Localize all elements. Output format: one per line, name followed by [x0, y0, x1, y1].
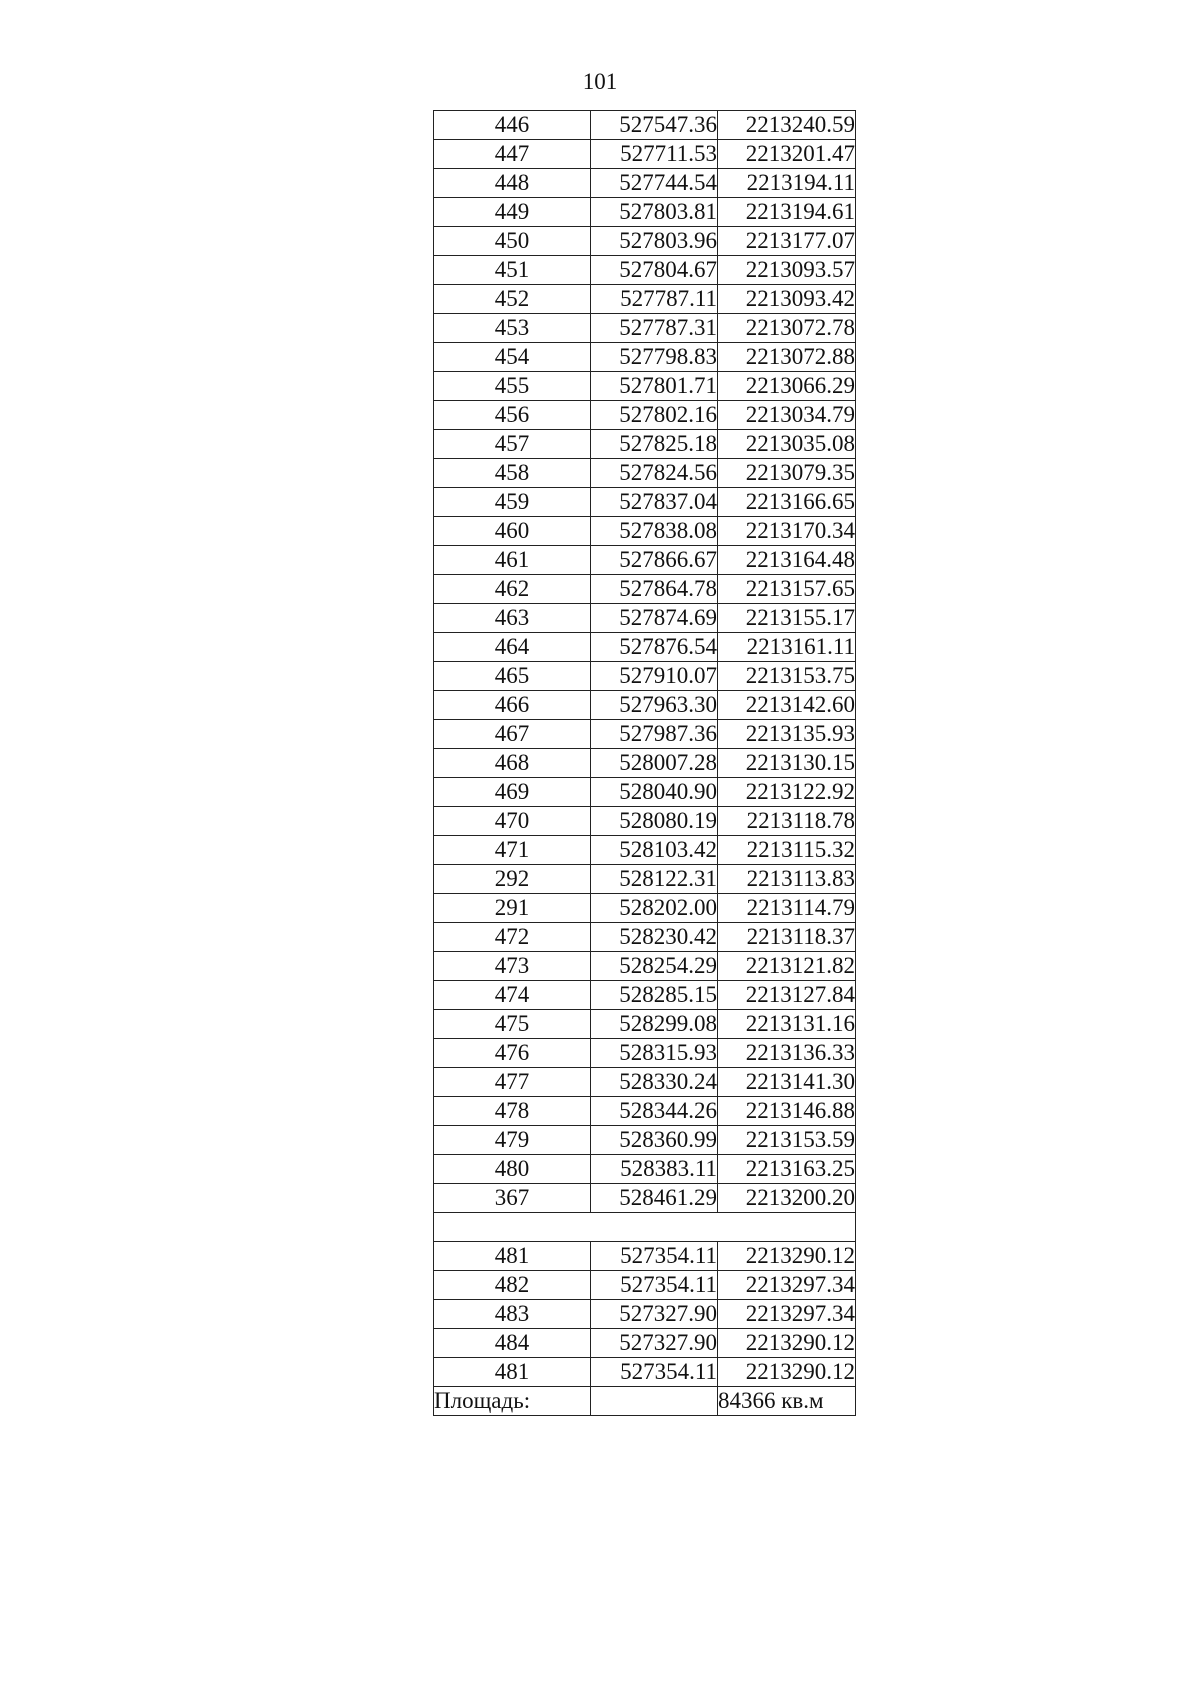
y-coordinate-cell: 2213153.59 [718, 1126, 856, 1155]
y-coordinate-cell: 2213166.65 [718, 488, 856, 517]
x-coordinate-cell: 527354.11 [591, 1271, 718, 1300]
point-number-cell: 452 [434, 285, 591, 314]
point-number-cell: 292 [434, 865, 591, 894]
point-number-cell: 454 [434, 343, 591, 372]
table-row [434, 459, 856, 488]
point-number-cell: 479 [434, 1126, 591, 1155]
table-row [434, 1010, 856, 1039]
y-coordinate-cell: 2213164.48 [718, 546, 856, 575]
point-number-cell: 480 [434, 1155, 591, 1184]
coordinates-table-body [434, 111, 856, 1416]
x-coordinate-cell: 527866.67 [591, 546, 718, 575]
point-number-cell: 291 [434, 894, 591, 923]
point-number-cell: 476 [434, 1039, 591, 1068]
y-coordinate-cell: 2213153.75 [718, 662, 856, 691]
point-number-cell: 474 [434, 981, 591, 1010]
table-row [434, 517, 856, 546]
y-coordinate-cell: 2213093.42 [718, 285, 856, 314]
table-row [434, 488, 856, 517]
table-row [434, 1184, 856, 1213]
table-row [434, 111, 856, 140]
x-coordinate-cell: 528330.24 [591, 1068, 718, 1097]
y-coordinate-cell: 2213297.34 [718, 1300, 856, 1329]
x-coordinate-cell: 527801.71 [591, 372, 718, 401]
x-coordinate-cell: 528285.15 [591, 981, 718, 1010]
table-row [434, 1329, 856, 1358]
x-coordinate-cell: 528202.00 [591, 894, 718, 923]
table-row [434, 749, 856, 778]
area-empty-cell [591, 1387, 718, 1416]
table-row [434, 807, 856, 836]
x-coordinate-cell: 527802.16 [591, 401, 718, 430]
table-row [434, 314, 856, 343]
point-number-cell: 450 [434, 227, 591, 256]
y-coordinate-cell: 2213072.88 [718, 343, 856, 372]
y-coordinate-cell: 2213146.88 [718, 1097, 856, 1126]
point-number-cell: 484 [434, 1329, 591, 1358]
separator-cell [434, 1213, 856, 1242]
y-coordinate-cell: 2213290.12 [718, 1329, 856, 1358]
x-coordinate-cell: 527547.36 [591, 111, 718, 140]
point-number-cell: 448 [434, 169, 591, 198]
x-coordinate-cell: 527804.67 [591, 256, 718, 285]
table-row [434, 546, 856, 575]
x-coordinate-cell: 527327.90 [591, 1300, 718, 1329]
x-coordinate-cell: 528344.26 [591, 1097, 718, 1126]
point-number-cell: 470 [434, 807, 591, 836]
x-coordinate-cell: 527354.11 [591, 1358, 718, 1387]
table-row [434, 778, 856, 807]
x-coordinate-cell: 527744.54 [591, 169, 718, 198]
y-coordinate-cell: 2213170.34 [718, 517, 856, 546]
point-number-cell: 471 [434, 836, 591, 865]
area-value: 84366 кв.м [718, 1387, 856, 1416]
point-number-cell: 465 [434, 662, 591, 691]
point-number-cell: 466 [434, 691, 591, 720]
point-number-cell: 453 [434, 314, 591, 343]
point-number-cell: 367 [434, 1184, 591, 1213]
point-number-cell: 460 [434, 517, 591, 546]
x-coordinate-cell: 527837.04 [591, 488, 718, 517]
x-coordinate-cell: 528040.90 [591, 778, 718, 807]
table-row [434, 633, 856, 662]
y-coordinate-cell: 2213200.20 [718, 1184, 856, 1213]
x-coordinate-cell: 527354.11 [591, 1242, 718, 1271]
table-row [434, 1358, 856, 1387]
point-number-cell: 449 [434, 198, 591, 227]
point-number-cell: 459 [434, 488, 591, 517]
point-number-cell: 447 [434, 140, 591, 169]
table-row [434, 256, 856, 285]
point-number-cell: 455 [434, 372, 591, 401]
point-number-cell: 481 [434, 1242, 591, 1271]
table-row [434, 372, 856, 401]
point-number-cell: 446 [434, 111, 591, 140]
y-coordinate-cell: 2213157.65 [718, 575, 856, 604]
point-number-cell: 451 [434, 256, 591, 285]
point-number-cell: 464 [434, 633, 591, 662]
y-coordinate-cell: 2213155.17 [718, 604, 856, 633]
y-coordinate-cell: 2213194.61 [718, 198, 856, 227]
y-coordinate-cell: 2213194.11 [718, 169, 856, 198]
y-coordinate-cell: 2213131.16 [718, 1010, 856, 1039]
point-number-cell: 456 [434, 401, 591, 430]
table-row [434, 865, 856, 894]
x-coordinate-cell: 527824.56 [591, 459, 718, 488]
table-row [434, 1271, 856, 1300]
table-row [434, 285, 856, 314]
x-coordinate-cell: 528103.42 [591, 836, 718, 865]
x-coordinate-cell: 528122.31 [591, 865, 718, 894]
point-number-cell: 482 [434, 1271, 591, 1300]
x-coordinate-cell: 527803.81 [591, 198, 718, 227]
table-row [434, 691, 856, 720]
point-number-cell: 457 [434, 430, 591, 459]
table-row [434, 140, 856, 169]
point-number-cell: 468 [434, 749, 591, 778]
x-coordinate-cell: 527864.78 [591, 575, 718, 604]
y-coordinate-cell: 2213201.47 [718, 140, 856, 169]
y-coordinate-cell: 2213130.15 [718, 749, 856, 778]
y-coordinate-cell: 2213141.30 [718, 1068, 856, 1097]
point-number-cell: 472 [434, 923, 591, 952]
table-row [434, 720, 856, 749]
y-coordinate-cell: 2213240.59 [718, 111, 856, 140]
x-coordinate-cell: 528299.08 [591, 1010, 718, 1039]
y-coordinate-cell: 2213118.78 [718, 807, 856, 836]
x-coordinate-cell: 527787.31 [591, 314, 718, 343]
y-coordinate-cell: 2213297.34 [718, 1271, 856, 1300]
point-number-cell: 477 [434, 1068, 591, 1097]
x-coordinate-cell: 527711.53 [591, 140, 718, 169]
x-coordinate-cell: 527803.96 [591, 227, 718, 256]
point-number-cell: 475 [434, 1010, 591, 1039]
table-row [434, 1155, 856, 1184]
x-coordinate-cell: 527910.07 [591, 662, 718, 691]
y-coordinate-cell: 2213072.78 [718, 314, 856, 343]
x-coordinate-cell: 528007.28 [591, 749, 718, 778]
table-row [434, 1068, 856, 1097]
y-coordinate-cell: 2213093.57 [718, 256, 856, 285]
table-row [434, 1097, 856, 1126]
table-row [434, 1126, 856, 1155]
coordinates-table [433, 110, 856, 1416]
y-coordinate-cell: 2213079.35 [718, 459, 856, 488]
table-row [434, 227, 856, 256]
table-row [434, 952, 856, 981]
table-row [434, 981, 856, 1010]
x-coordinate-cell: 527825.18 [591, 430, 718, 459]
y-coordinate-cell: 2213135.93 [718, 720, 856, 749]
x-coordinate-cell: 528383.11 [591, 1155, 718, 1184]
point-number-cell: 461 [434, 546, 591, 575]
x-coordinate-cell: 528230.42 [591, 923, 718, 952]
y-coordinate-cell: 2213127.84 [718, 981, 856, 1010]
x-coordinate-cell: 528254.29 [591, 952, 718, 981]
point-number-cell: 469 [434, 778, 591, 807]
y-coordinate-cell: 2213115.32 [718, 836, 856, 865]
x-coordinate-cell: 527327.90 [591, 1329, 718, 1358]
table-row [434, 923, 856, 952]
table-row [434, 169, 856, 198]
table-row [434, 894, 856, 923]
table-row [434, 198, 856, 227]
table-row [434, 430, 856, 459]
table-row [434, 1300, 856, 1329]
y-coordinate-cell: 2213136.33 [718, 1039, 856, 1068]
y-coordinate-cell: 2213034.79 [718, 401, 856, 430]
y-coordinate-cell: 2213163.25 [718, 1155, 856, 1184]
table-row [434, 1242, 856, 1271]
y-coordinate-cell: 2213121.82 [718, 952, 856, 981]
x-coordinate-cell: 527876.54 [591, 633, 718, 662]
y-coordinate-cell: 2213290.12 [718, 1242, 856, 1271]
page-number: 101 [582, 69, 618, 94]
point-number-cell: 458 [434, 459, 591, 488]
x-coordinate-cell: 527787.11 [591, 285, 718, 314]
x-coordinate-cell: 528315.93 [591, 1039, 718, 1068]
table-row [434, 604, 856, 633]
y-coordinate-cell: 2213142.60 [718, 691, 856, 720]
x-coordinate-cell: 527798.83 [591, 343, 718, 372]
y-coordinate-cell: 2213161.11 [718, 633, 856, 662]
area-row [434, 1387, 856, 1416]
x-coordinate-cell: 528461.29 [591, 1184, 718, 1213]
point-number-cell: 463 [434, 604, 591, 633]
x-coordinate-cell: 528080.19 [591, 807, 718, 836]
x-coordinate-cell: 527987.36 [591, 720, 718, 749]
y-coordinate-cell: 2213114.79 [718, 894, 856, 923]
table-row [434, 1039, 856, 1068]
table-row [434, 401, 856, 430]
y-coordinate-cell: 2213122.92 [718, 778, 856, 807]
x-coordinate-cell: 527874.69 [591, 604, 718, 633]
point-number-cell: 473 [434, 952, 591, 981]
table-row [434, 836, 856, 865]
table-row [434, 575, 856, 604]
point-number-cell: 483 [434, 1300, 591, 1329]
y-coordinate-cell: 2213118.37 [718, 923, 856, 952]
separator-row [434, 1213, 856, 1242]
y-coordinate-cell: 2213177.07 [718, 227, 856, 256]
y-coordinate-cell: 2213066.29 [718, 372, 856, 401]
table-row [434, 343, 856, 372]
y-coordinate-cell: 2213035.08 [718, 430, 856, 459]
point-number-cell: 478 [434, 1097, 591, 1126]
table-row [434, 662, 856, 691]
x-coordinate-cell: 527963.30 [591, 691, 718, 720]
x-coordinate-cell: 528360.99 [591, 1126, 718, 1155]
y-coordinate-cell: 2213113.83 [718, 865, 856, 894]
area-label: Площадь: [434, 1387, 591, 1416]
x-coordinate-cell: 527838.08 [591, 517, 718, 546]
point-number-cell: 481 [434, 1358, 591, 1387]
point-number-cell: 462 [434, 575, 591, 604]
point-number-cell: 467 [434, 720, 591, 749]
y-coordinate-cell: 2213290.12 [718, 1358, 856, 1387]
